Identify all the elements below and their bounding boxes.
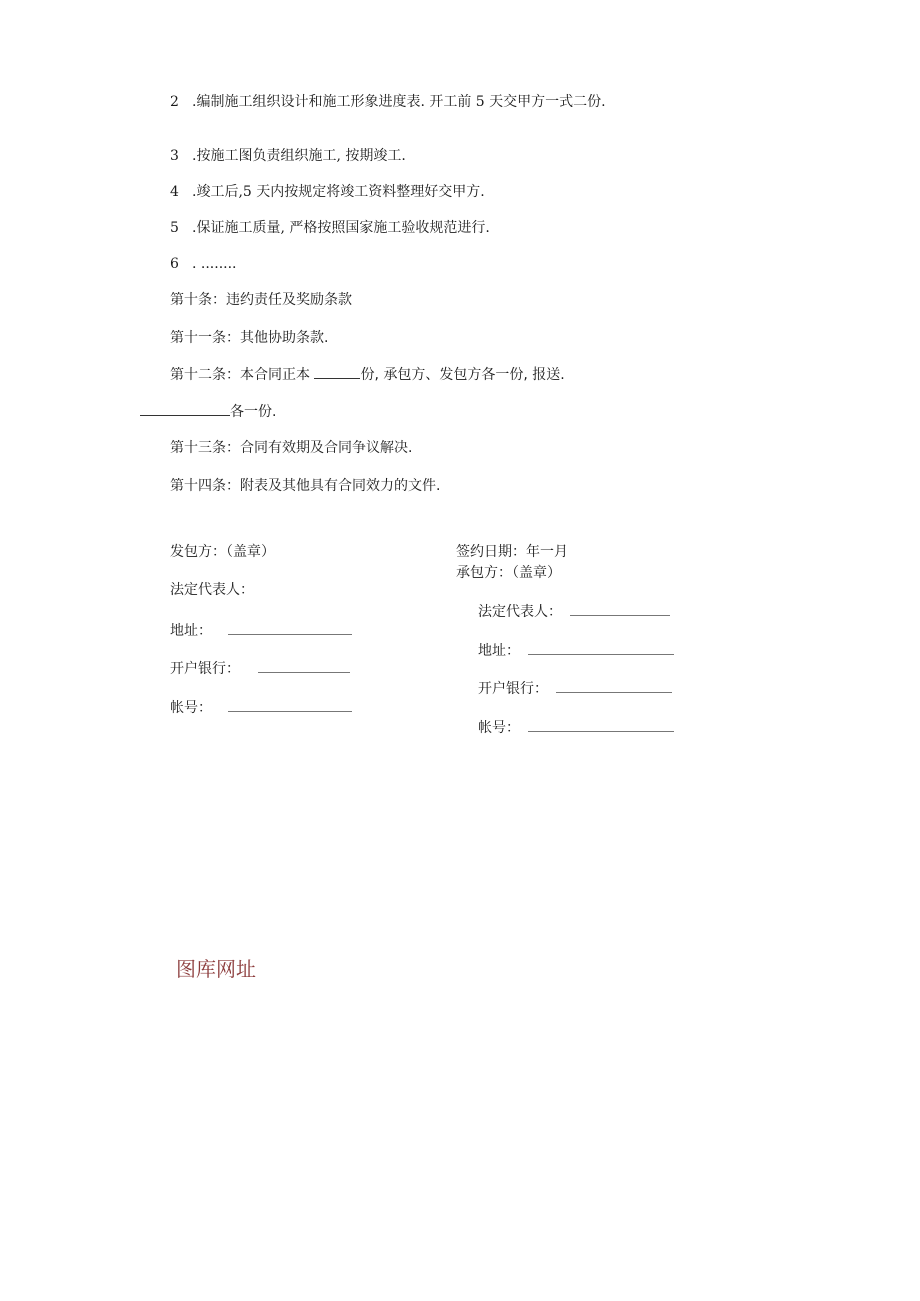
contractor-address-blank	[528, 640, 674, 655]
article-12-prefix: 第十二条：本合同正本	[170, 367, 310, 383]
clause-text: .按施工图负责组织施工, 按期竣工.	[192, 148, 406, 164]
employer-address-blank	[228, 620, 352, 635]
article-12-suffix: 份, 承包方、发包方各一份, 报送.	[360, 367, 565, 383]
clause-text: .竣工后,5 天内按规定将竣工资料整理好交甲方.	[192, 184, 485, 200]
clause-text: . ........	[192, 256, 237, 272]
clause-text: .编制施工组织设计和施工形象进度表. 开工前 5 天交甲方一式二份.	[192, 94, 606, 110]
employer-account-row	[170, 697, 352, 718]
contractor-rep-blank	[570, 601, 670, 616]
clause-number: 4	[170, 184, 179, 200]
contractor-account-row	[478, 717, 674, 738]
clause-number: 2	[170, 94, 179, 110]
employer-party: 发包方：（盖章）	[170, 544, 275, 560]
contractor-address-row	[478, 640, 674, 661]
sign-date: 签约日期：年一月	[456, 544, 568, 560]
contractor-bank-label: 开户银行：	[478, 681, 548, 697]
copies-blank	[314, 364, 360, 379]
contractor-bank-row	[478, 678, 672, 699]
clause-number: 5	[170, 220, 179, 236]
clause-item-2	[170, 92, 606, 112]
article-13: 第十三条：合同有效期及合同争议解决.	[170, 440, 413, 456]
clause-number: 3	[170, 148, 179, 164]
article-10: 第十条：违约责任及奖励条款	[170, 292, 352, 308]
article-12-cont-text: 各一份.	[230, 404, 277, 420]
contractor-rep-row	[478, 601, 670, 622]
clause-item-4	[170, 182, 485, 202]
contractor-account-blank	[528, 717, 674, 732]
recipient-blank	[140, 401, 230, 416]
clause-text: .保证施工质量, 严格按照国家施工验收规范进行.	[192, 220, 490, 236]
clause-item-3	[170, 146, 406, 166]
article-12	[170, 364, 565, 385]
article-12-continuation	[140, 401, 276, 422]
contractor-party: 承包方：（盖章）	[456, 565, 561, 581]
contractor-bank-blank	[556, 678, 672, 693]
contractor-rep-label: 法定代表人：	[478, 604, 562, 620]
employer-account-label: 帐号：	[170, 700, 212, 716]
employer-bank-blank	[258, 658, 350, 673]
employer-address-row	[170, 620, 352, 641]
contractor-account-label: 帐号：	[478, 720, 520, 736]
clause-item-6	[170, 254, 237, 274]
employer-bank-label: 开户银行：	[170, 661, 240, 677]
employer-account-blank	[228, 697, 352, 712]
gallery-link[interactable]: 图库网址	[176, 957, 256, 981]
employer-bank-row	[170, 658, 350, 679]
clause-item-5	[170, 218, 490, 238]
article-11: 第十一条：其他协助条款.	[170, 330, 329, 346]
employer-rep: 法定代表人：	[170, 582, 254, 598]
article-14: 第十四条：附表及其他具有合同效力的文件.	[170, 478, 441, 494]
employer-address-label: 地址：	[170, 623, 212, 639]
contractor-address-label: 地址：	[478, 643, 520, 659]
clause-number: 6	[170, 256, 179, 272]
